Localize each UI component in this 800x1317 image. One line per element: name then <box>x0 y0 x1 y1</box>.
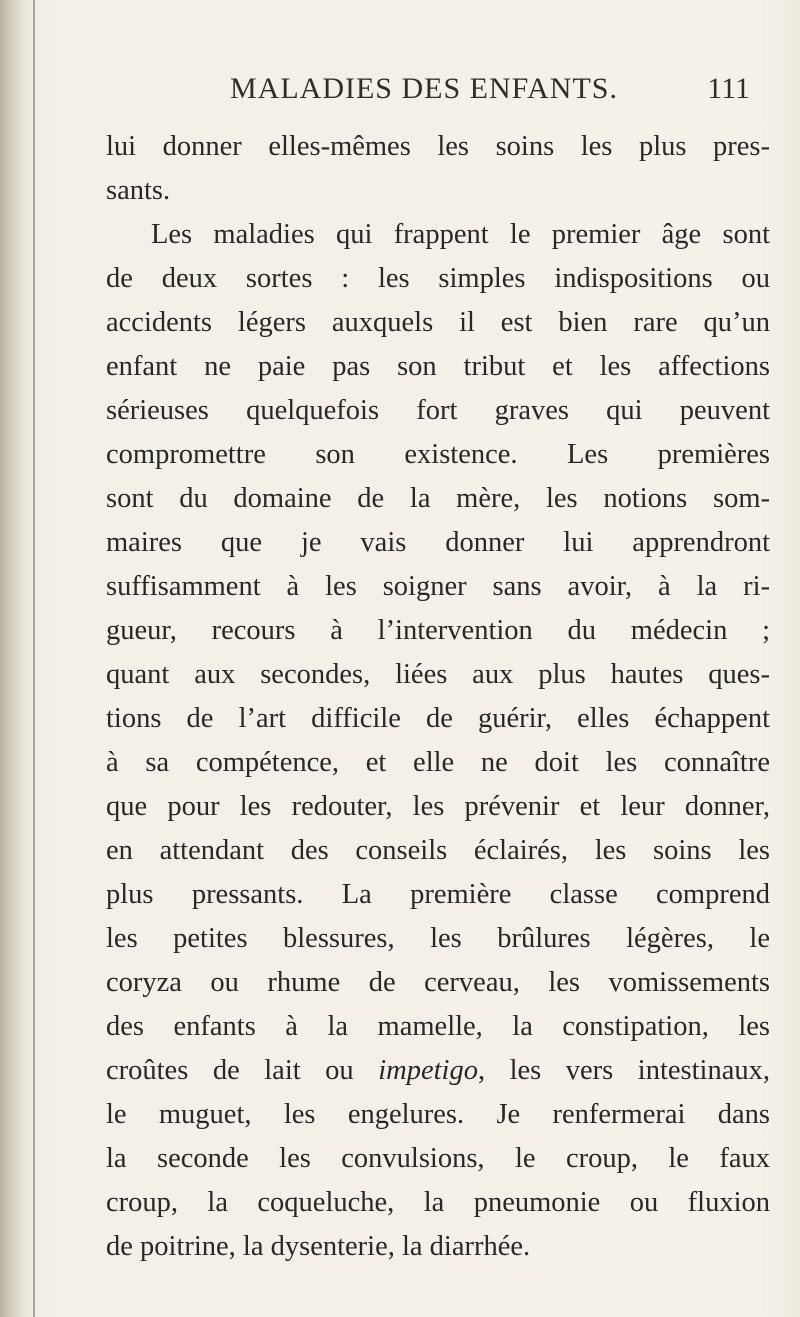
text-line: suffisamment à les soigner sans avoir, à la ri- <box>106 571 770 602</box>
text-line: accidents légers auxquels il est bien rare qu’un <box>106 307 770 338</box>
text-line: sants. <box>106 175 171 206</box>
gutter-line <box>33 0 35 1317</box>
text-line: sérieuses quelquefois fort graves qui peuvent <box>106 395 770 426</box>
text-line: de poitrine, la dysenterie, la diarrhée. <box>106 1231 531 1262</box>
text-line: que pour les redouter, les prévenir et leur donner, <box>106 791 770 822</box>
text-line: maires que je vais donner lui apprendront <box>106 527 770 558</box>
text-line: plus pressants. La première classe comprend <box>106 879 770 910</box>
page-number: 111 <box>707 72 750 105</box>
text-line: sont du domaine de la mère, les notions som- <box>106 483 770 514</box>
text-line: de deux sortes : les simples indispositions ou <box>106 263 770 294</box>
binding-gutter <box>0 0 36 1317</box>
text-line: en attendant des conseils éclairés, les soins les <box>106 835 770 866</box>
text-line: coryza ou rhume de cerveau, les vomissements <box>106 967 770 998</box>
body-text <box>106 124 770 1262</box>
text-line: le muguet, les engelures. Je renfermerai dans <box>106 1099 770 1130</box>
italic-term: impetigo <box>378 1055 478 1086</box>
text-line: tions de l’art difficile de guérir, elles échappent <box>106 703 770 734</box>
text-line: à sa compétence, et elle ne doit les connaître <box>106 747 770 778</box>
text-line: Les maladies qui frappent le premier âge sont <box>151 219 770 250</box>
text-line: enfant ne paie pas son tribut et les affections <box>106 351 770 382</box>
text-run: croûtes de lait ou <box>106 1055 379 1086</box>
text-line: la seconde les convulsions, le croup, le faux <box>106 1143 770 1174</box>
text-line: quant aux secondes, liées aux plus hautes ques- <box>106 659 770 690</box>
text-line: les petites blessures, les brûlures légères, le <box>106 923 770 954</box>
text-line: des enfants à la mamelle, la constipation, les <box>106 1011 770 1042</box>
text-run: , les vers intestinaux, <box>477 1055 770 1086</box>
text-line: compromettre son existence. Les premières <box>106 439 770 470</box>
text-line: croup, la coqueluche, la pneumonie ou fluxion <box>106 1187 770 1218</box>
text-line <box>106 1048 770 1093</box>
page-header <box>120 72 758 112</box>
running-title: MALADIES DES ENFANTS. <box>230 72 618 105</box>
text-line: lui donner elles-mêmes les soins les plus pres- <box>106 131 770 162</box>
text-line: gueur, recours à l’intervention du médecin ; <box>106 615 770 646</box>
